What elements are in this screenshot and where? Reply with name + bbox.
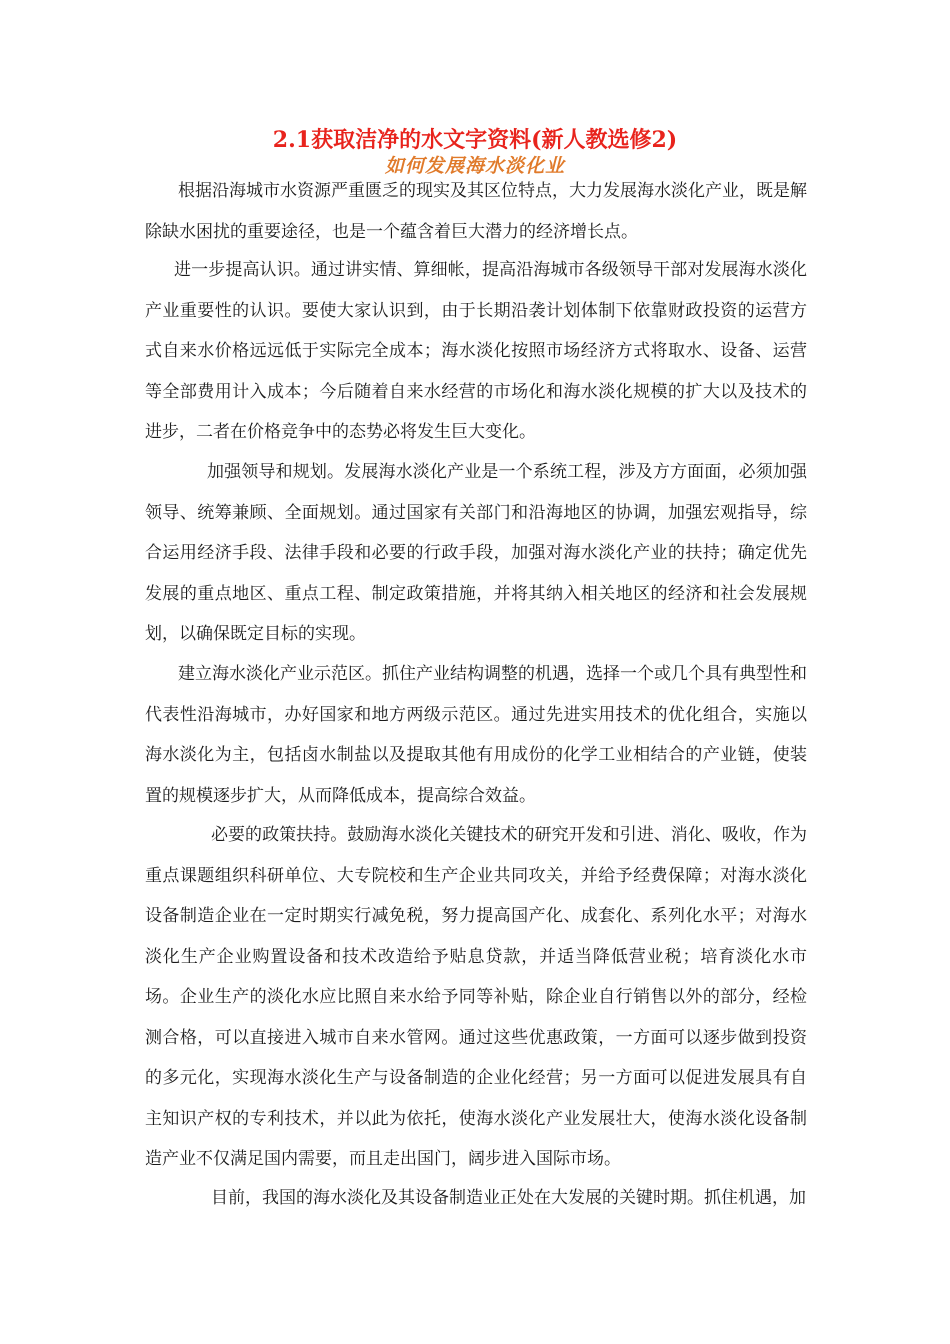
paragraph-leadership-planning: 加强领导和规划。发展海水淡化产业是一个系统工程，涉及方方面面，必须加强领导、统筹兼顾、全面规划。通过国家有关部门和沿海地区的协调，加强宏观指导，综合运用经济手段、法律手段和必要的行政手段，加强对海水淡化产业的扶持；确定优先发展的重点地区、重点工程、制定政策措施，并将其纳入相关地区的经济和社会发展规划，以确保既定目标的实现。 [145, 462, 807, 644]
paragraph-policy-support: 必要的政策扶持。鼓励海水淡化关键技术的研究开发和引进、消化、吸收，作为重点课题组织科研单位、大专院校和生产企业共同攻关，并给予经费保障；对海水淡化设备制造企业在一定时期实行减免税，努力提高国产化、成套化、系列化水平；对海水淡化生产企业购置设备和技术改造给予贴息贷款，并适当降低营业税；培育淡化水市场。企业生产的淡化水应比照自来水给予同等补贴，除企业自行销售以外的部分，经检测合格，可以直接进入城市自来水管网。通过这些优惠政策，一方面可以逐步做到投资的多元化，实现海水淡化生产与设备制造的企业化经营；另一方面可以促进发展具有自主知识产权的专利技术，并以此为依托，使海水淡化产业发展壮大，使海水淡化设备制造产业不仅满足国内需要，而且走出国门，阔步进入国际市场。 [145, 825, 807, 1169]
paragraph-demonstration-zone: 建立海水淡化产业示范区。抓住产业结构调整的机遇，选择一个或几个具有典型性和代表性沿海城市，办好国家和地方两级示范区。通过先进实用技术的优化组合，实施以海水淡化为主，包括卤水制盐以及提取其他有用成份的化学工业相结合的产业链，使装置的规模逐步扩大，从而降低成本，提高综合效益。 [145, 664, 807, 806]
paragraph-raise-awareness: 进一步提高认识。通过讲实情、算细帐，提高沿海城市各级领导干部对发展海水淡化产业重要性的认识。要使大家认识到，由于长期沿袭计划体制下依靠财政投资的运营方式自来水价格远远低于实际完全成本；海水淡化按照市场经济方式将取水、设备、运营等全部费用计入成本；今后随着自来水经营的市场化和海水淡化规模的扩大以及技术的进步，二者在价格竞争中的态势必将发生巨大变化。 [145, 260, 807, 442]
paragraph-current-status: 目前，我国的海水淡化及其设备制造业正处在大发展的关键时期。抓住机遇，加 [211, 1188, 806, 1208]
document-title: 2.1获取洁净的水文字资料(新人教选修2) [272, 127, 678, 153]
document-subtitle: 如何发展海水淡化业 [384, 155, 565, 177]
paragraph-intro: 根据沿海城市水资源严重匮乏的现实及其区位特点，大力发展海水淡化产业，既是解除缺水困扰的重要途径，也是一个蕴含着巨大潜力的经济增长点。 [145, 181, 807, 242]
